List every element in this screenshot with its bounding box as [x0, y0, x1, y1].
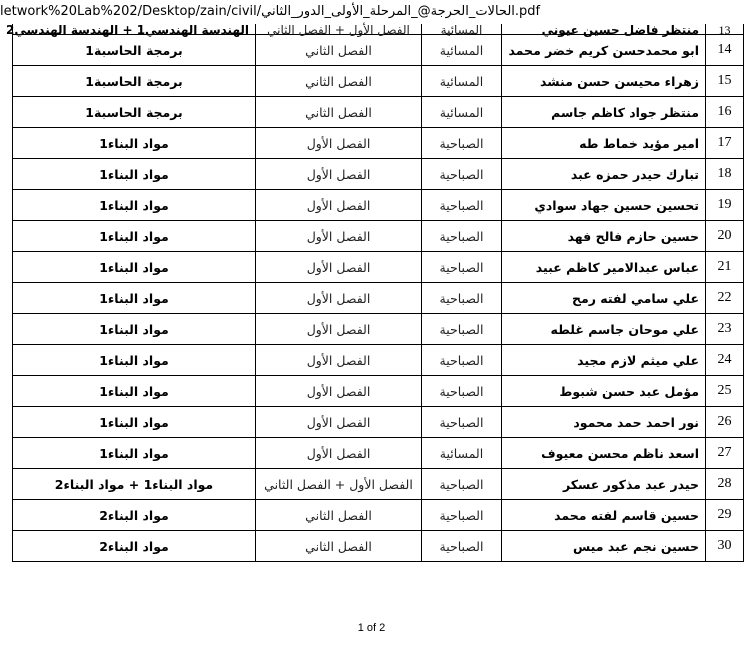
- study-type: المسائية: [422, 438, 502, 469]
- subject: الهندسة الهندسي1 + الهندسة الهندسي2: [13, 24, 256, 35]
- student-name: حيدر عبد مذكور عسكر: [502, 469, 706, 500]
- student-name: علي ميثم لازم مجيد: [502, 345, 706, 376]
- table-row: [13, 283, 744, 314]
- semester: الفصل الأول: [256, 314, 422, 345]
- subject: مواد البناء1: [13, 407, 256, 438]
- study-type: المسائية: [422, 97, 502, 128]
- file-path-text: letwork%20Lab%202/Desktop/zain/civil/الحالات_الحرجة@_المرحلة_الأولى_الدور_الثاني.pdf: [0, 4, 541, 19]
- student-name: تحسين حسين جهاد سوادي: [502, 190, 706, 221]
- student-name: حسين حازم فالح فهد: [502, 221, 706, 252]
- student-name: حسين نجم عبد ميس: [502, 531, 706, 562]
- table-row: [13, 345, 744, 376]
- subject: مواد البناء1: [13, 159, 256, 190]
- student-name: ابو محمدحسن كريم خضر محمد: [502, 35, 706, 66]
- row-number: 20: [706, 221, 744, 252]
- row-number: 23: [706, 314, 744, 345]
- subject: مواد البناء1: [13, 438, 256, 469]
- semester: الفصل الثاني: [256, 500, 422, 531]
- table-row: [13, 438, 744, 469]
- table-row: [13, 128, 744, 159]
- study-type: الصباحية: [422, 190, 502, 221]
- student-name: مؤمل عبد حسن شبوط: [502, 376, 706, 407]
- semester: الفصل الأول: [256, 128, 422, 159]
- subject: مواد البناء2: [13, 531, 256, 562]
- study-type: الصباحية: [422, 221, 502, 252]
- study-type: الصباحية: [422, 345, 502, 376]
- subject: برمجة الحاسبة1: [13, 66, 256, 97]
- semester: الفصل الثاني: [256, 66, 422, 97]
- semester: الفصل الثاني: [256, 35, 422, 66]
- table-row: [13, 97, 744, 128]
- student-name: علي سامي لفته رمح: [502, 283, 706, 314]
- study-type: الصباحية: [422, 128, 502, 159]
- semester: الفصل الأول: [256, 159, 422, 190]
- study-type: الصباحية: [422, 252, 502, 283]
- row-number: 19: [706, 190, 744, 221]
- semester: الفصل الأول: [256, 407, 422, 438]
- semester: الفصل الثاني: [256, 97, 422, 128]
- study-type: المسائية: [422, 24, 502, 35]
- table-row: [13, 35, 744, 66]
- page-indicator: [0, 622, 743, 634]
- subject: مواد البناء1: [13, 190, 256, 221]
- study-type: الصباحية: [422, 376, 502, 407]
- student-name: علي موحان جاسم غلطه: [502, 314, 706, 345]
- row-number: 30: [706, 531, 744, 562]
- subject: مواد البناء1 + مواد البناء2: [13, 469, 256, 500]
- table-row: [13, 252, 744, 283]
- subject: مواد البناء1: [13, 128, 256, 159]
- semester: الفصل الأول: [256, 283, 422, 314]
- semester: الفصل الأول: [256, 376, 422, 407]
- student-name: منتظر جواد كاظم جاسم: [502, 97, 706, 128]
- student-name: امير مؤيد خماط طه: [502, 128, 706, 159]
- row-number: 22: [706, 283, 744, 314]
- table-row: [13, 221, 744, 252]
- semester: الفصل الأول: [256, 221, 422, 252]
- table-row-partial: [13, 24, 744, 35]
- table-body: [5, 23, 744, 562]
- subject: مواد البناء1: [13, 283, 256, 314]
- student-name: منتظر فاضل حسين عيوني: [502, 24, 706, 35]
- semester: الفصل الثاني: [256, 531, 422, 562]
- student-name: اسعد ناظم محسن معيوف: [502, 438, 706, 469]
- subject: مواد البناء1: [13, 221, 256, 252]
- table-row: [13, 500, 744, 531]
- subject: مواد البناء2: [13, 500, 256, 531]
- student-name: نور احمد حمد محمود: [502, 407, 706, 438]
- row-number: 27: [706, 438, 744, 469]
- row-number: 21: [706, 252, 744, 283]
- table-row: [13, 407, 744, 438]
- table-row: [13, 376, 744, 407]
- subject: مواد البناء1: [13, 252, 256, 283]
- row-number: 29: [706, 500, 744, 531]
- page-number-text: 1 of 2: [357, 622, 386, 634]
- table-row: [13, 190, 744, 221]
- row-number: 28: [706, 469, 744, 500]
- critical-cases-table: [5, 23, 744, 562]
- subject: برمجة الحاسبة1: [13, 97, 256, 128]
- table-row: [13, 469, 744, 500]
- table-row: [13, 159, 744, 190]
- semester: الفصل الأول + الفصل الثاني: [256, 469, 422, 500]
- study-type: المسائية: [422, 66, 502, 97]
- table-row: [13, 314, 744, 345]
- subject: مواد البناء1: [13, 314, 256, 345]
- study-type: الصباحية: [422, 469, 502, 500]
- file-path-header: [0, 0, 743, 24]
- semester: الفصل الأول: [256, 190, 422, 221]
- semester: الفصل الأول: [256, 345, 422, 376]
- row-number: 26: [706, 407, 744, 438]
- subject: برمجة الحاسبة1: [13, 35, 256, 66]
- study-type: الصباحية: [422, 500, 502, 531]
- row-number: 14: [706, 35, 744, 66]
- study-type: الصباحية: [422, 159, 502, 190]
- student-name: عباس عبدالامير كاظم عبيد: [502, 252, 706, 283]
- study-type: الصباحية: [422, 283, 502, 314]
- study-type: الصباحية: [422, 407, 502, 438]
- student-name: تبارك حيدر حمزه عبد: [502, 159, 706, 190]
- student-name: حسين قاسم لفته محمد: [502, 500, 706, 531]
- semester: الفصل الأول: [256, 252, 422, 283]
- row-number: 24: [706, 345, 744, 376]
- table-row: [13, 66, 744, 97]
- semester: الفصل الأول: [256, 438, 422, 469]
- row-number: 17: [706, 128, 744, 159]
- subject: مواد البناء1: [13, 345, 256, 376]
- row-number: 13: [706, 24, 744, 35]
- semester: الفصل الأول + الفصل الثاني: [256, 24, 422, 35]
- critical-cases-table-container: [5, 23, 743, 562]
- study-type: الصباحية: [422, 531, 502, 562]
- row-number: 15: [706, 66, 744, 97]
- study-type: الصباحية: [422, 314, 502, 345]
- row-number: 18: [706, 159, 744, 190]
- study-type: المسائية: [422, 35, 502, 66]
- subject: مواد البناء1: [13, 376, 256, 407]
- table-row: [13, 531, 744, 562]
- student-name: زهراء محيسن حسن منشد: [502, 66, 706, 97]
- row-number: 16: [706, 97, 744, 128]
- row-number: 25: [706, 376, 744, 407]
